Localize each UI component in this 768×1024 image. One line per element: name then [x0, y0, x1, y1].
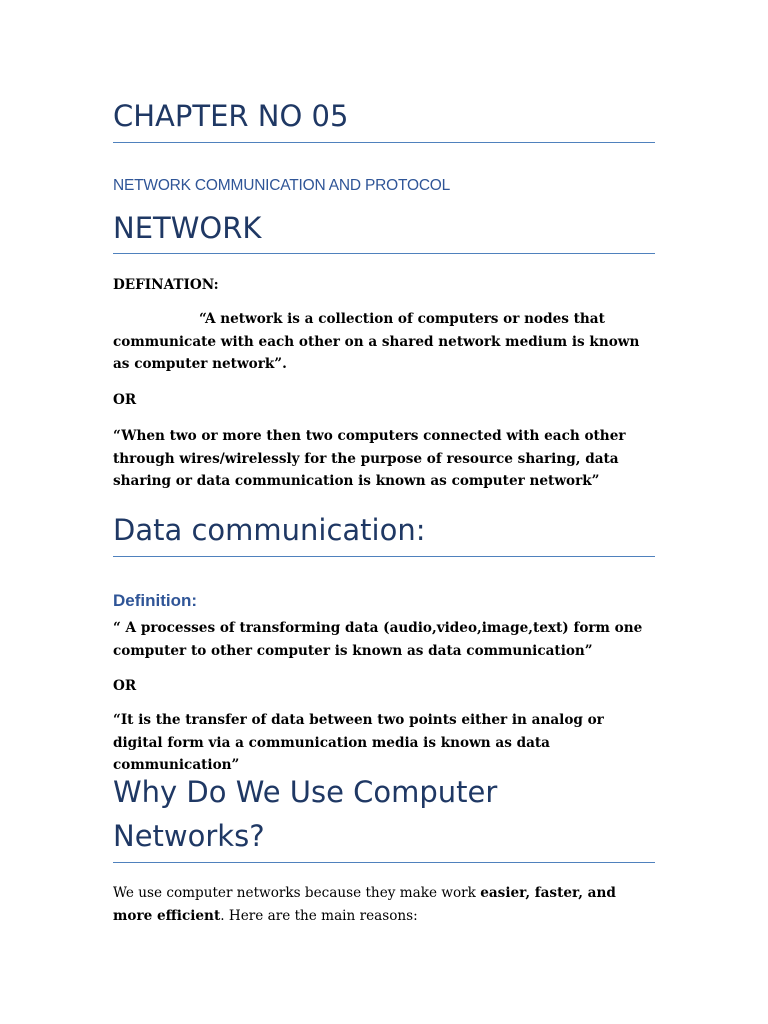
title-divider [113, 142, 655, 143]
network-definition-label: DEFINATION: [113, 277, 219, 293]
data-communication-definition-1: “ A processes of transforming data (audio,video,image,text) form one computer to other computer is known as data communication” [113, 620, 643, 659]
network-heading: NETWORK [113, 211, 262, 245]
data-communication-definition-2: “It is the transfer of data between two points either in analog or digital form via a communication media is known as data communication” [113, 712, 604, 773]
data-communication-definition-label: Definition: [113, 591, 198, 610]
network-heading-divider [113, 253, 655, 254]
data-communication-or: OR [113, 678, 137, 694]
network-definition-1: “A network is a collection of computers or nodes that communicate with each other on a shared network medium is known as computer network”. [113, 311, 640, 372]
network-definition-2: “When two or more then two computers connected with each other through wires/wirelessly for the purpose of resource sharing, data sharing or data communication is known as computer network” [113, 428, 626, 489]
why-networks-heading: Why Do We Use Computer Networks? [113, 775, 498, 853]
data-communication-heading: Data communication: [113, 513, 426, 547]
why-networks-intro [113, 882, 658, 927]
data-communication-heading-divider [113, 556, 655, 557]
chapter-subtitle: NETWORK COMMUNICATION AND PROTOCOL [113, 177, 451, 194]
why-networks-heading-divider [113, 862, 655, 863]
intro-text-bold: easier, faster, and more efficient [113, 885, 616, 924]
chapter-title: CHAPTER NO 05 [113, 99, 349, 133]
network-or: OR [113, 392, 137, 408]
intro-text-start: We use computer networks because they make work [113, 885, 481, 901]
intro-text-end: . Here are the main reasons: [220, 907, 418, 924]
